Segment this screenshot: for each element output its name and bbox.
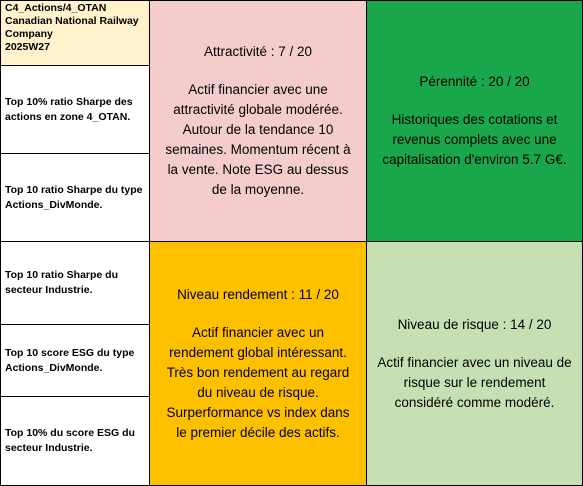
- criterion-esg-sector: [0, 396, 150, 486]
- score-attractivite: [149, 0, 367, 242]
- score-title: Niveau rendement : 11 / 20: [177, 286, 339, 302]
- fund-category: C4_Actions/4_OTAN: [5, 2, 107, 14]
- fund-week: 2025W27: [5, 41, 50, 53]
- criterion-label: Top 10 ratio Sharpe du type Actions_DivMonde.: [5, 183, 143, 211]
- score-title: Niveau de risque : 14 / 20: [397, 316, 552, 332]
- fund-header: [0, 0, 150, 66]
- criterion-esg-type: [0, 324, 150, 397]
- score-risque: [366, 241, 583, 486]
- score-title: Attractivité : 7 / 20: [203, 44, 313, 59]
- score-description: Historiques des cotations et revenus complets avec une capitalisation d'environ 5.7 G€.: [382, 112, 567, 167]
- score-perennite: [366, 0, 583, 242]
- criterion-label: Top 10 score ESG du type Actions_DivMonde.: [5, 346, 135, 374]
- fund-name-line2: Company: [5, 28, 53, 40]
- score-rendement: [149, 241, 367, 486]
- score-description: Actif financier avec une attractivité globale modérée. Autour de la tendance 10 semaines. Momentum récent à la vente. Note ESG au dessus de la moyenne.: [165, 82, 351, 197]
- score-description: Actif financier avec un rendement global intéressant. Très bon rendement au regard du niveau de risque. Surperformance vs index dans le premier décile des actifs.: [166, 324, 350, 440]
- fund-name-line1: Canadian National Railway: [5, 15, 139, 27]
- criterion-label: Top 10% ratio Sharpe des actions en zone 4_OTAN.: [5, 95, 133, 123]
- criterion-sharpe-sector: [0, 241, 150, 325]
- score-title: Pérennité : 20 / 20: [419, 74, 530, 89]
- score-description: Actif financier avec un niveau de risque sur le rendement considéré comme modéré.: [377, 354, 572, 410]
- criterion-sharpe-type: [0, 153, 150, 242]
- criterion-sharpe-zone: [0, 65, 150, 154]
- criterion-label: Top 10 ratio Sharpe du secteur Industrie.: [5, 269, 118, 296]
- criterion-label: Top 10% du score ESG du secteur Industrie.: [5, 427, 135, 454]
